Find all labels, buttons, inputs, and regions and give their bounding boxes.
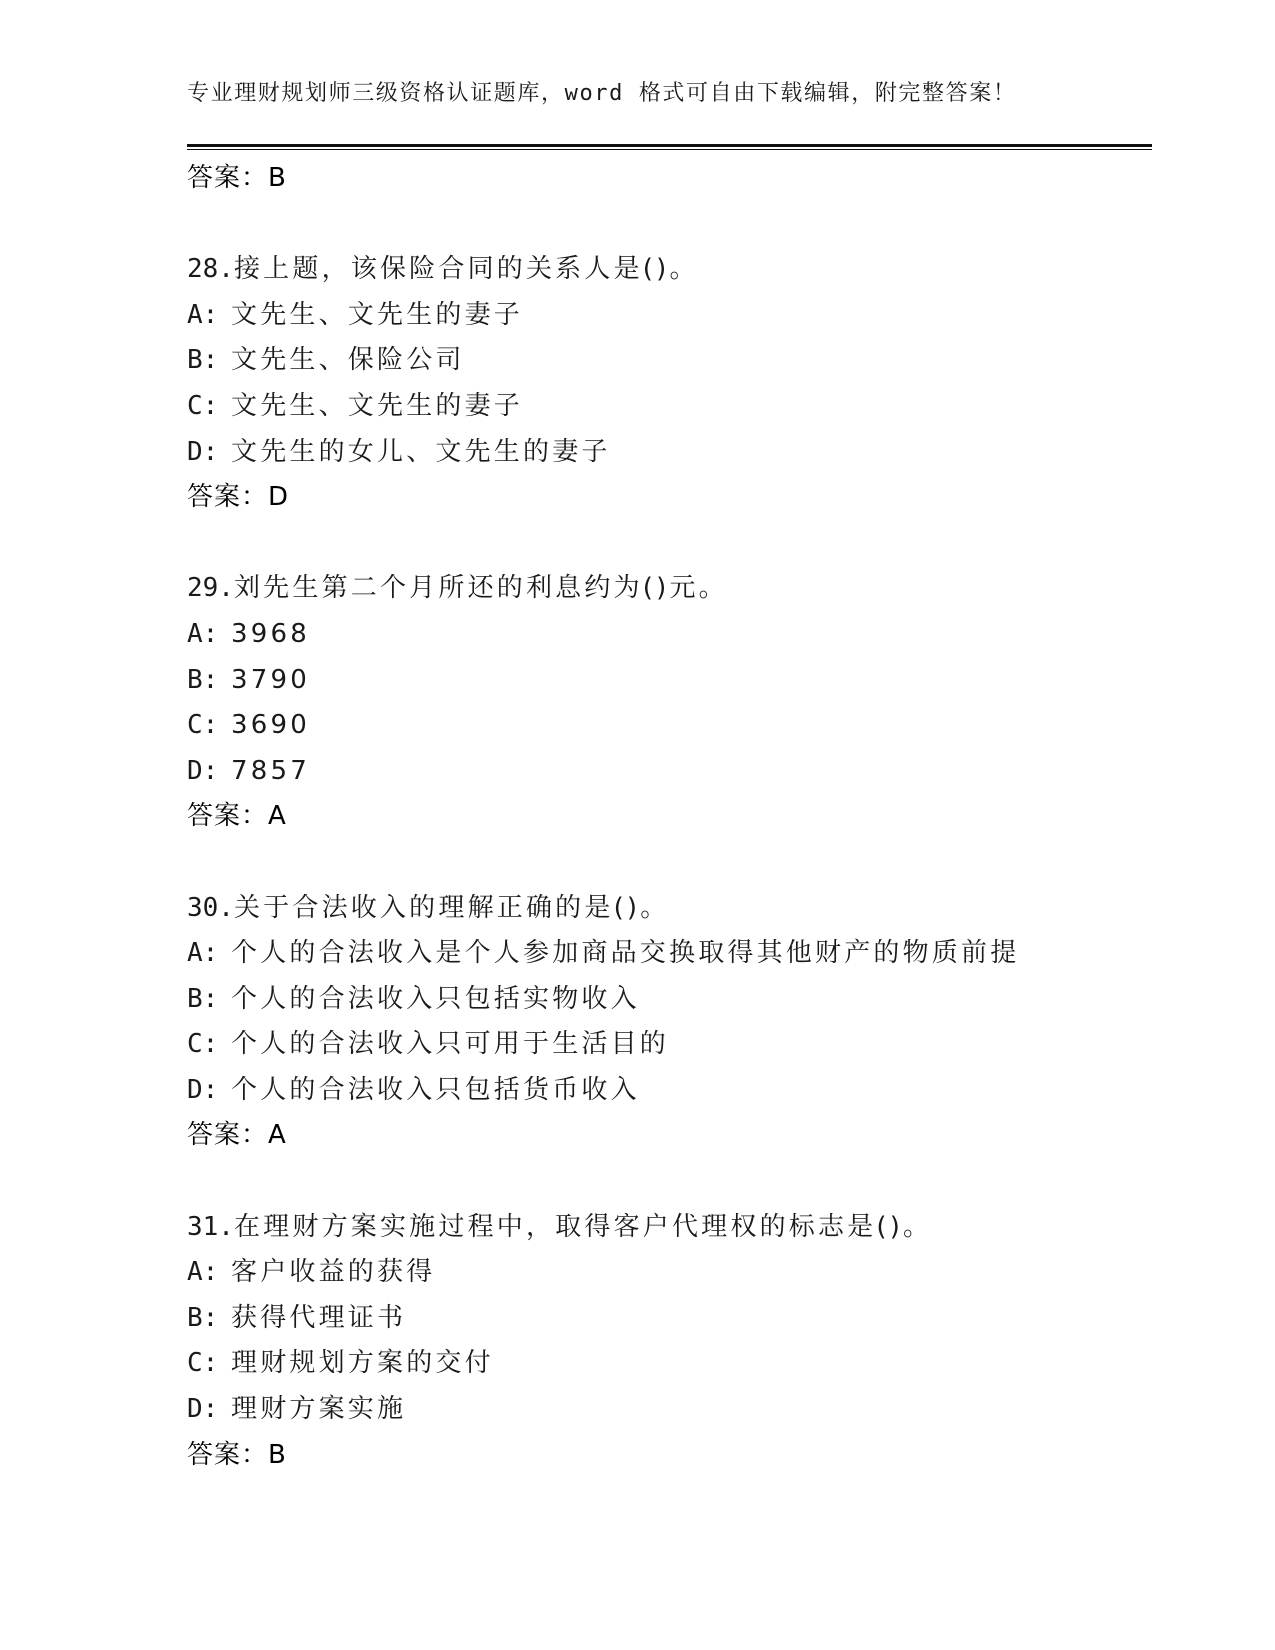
option-key: C: — [187, 390, 219, 421]
question-block — [187, 566, 1152, 840]
question-number: 30. — [187, 892, 234, 923]
page-header: 专业理财规划师三级资格认证题库，word 格式可自由下载编辑，附完整答案！ — [187, 81, 1017, 106]
option-c — [187, 703, 1152, 749]
option-text: 获得代理证书 — [231, 1302, 407, 1333]
option-key: D: — [187, 436, 219, 467]
option-key: A: — [187, 938, 219, 969]
answer-line: 答案：D — [187, 482, 290, 513]
question-number: 28. — [187, 254, 234, 285]
option-key: A: — [187, 299, 219, 330]
option-text: 7857 — [231, 755, 310, 786]
option-text: 理财规划方案的交付 — [231, 1348, 494, 1379]
previous-answer: 答案：B — [187, 163, 287, 193]
option-key: D: — [187, 1074, 219, 1105]
question-stem — [187, 886, 1152, 932]
option-text: 客户收益的获得 — [231, 1257, 436, 1288]
question-text: 关于合法收入的理解正确的是()。 — [233, 892, 670, 923]
question-stem — [187, 566, 1152, 612]
option-key: D: — [187, 755, 219, 786]
option-a — [187, 293, 1152, 339]
option-text: 理财方案实施 — [231, 1394, 407, 1425]
option-b — [187, 977, 1152, 1023]
question-stem — [187, 247, 1152, 293]
option-text: 3690 — [231, 710, 310, 741]
option-c — [187, 384, 1152, 430]
answer-line: 答案：B — [187, 1439, 287, 1470]
answer-line: 答案：A — [187, 1120, 287, 1151]
option-d — [187, 1387, 1152, 1433]
header-rule-thin — [187, 149, 1152, 150]
option-d — [187, 430, 1152, 476]
option-key: C: — [187, 710, 219, 741]
option-text: 文先生、文先生的妻子 — [231, 390, 524, 421]
option-b — [187, 1296, 1152, 1342]
header-rule-thick — [187, 144, 1152, 147]
option-key: C: — [187, 1029, 219, 1060]
question-text: 刘先生第二个月所还的利息约为()元。 — [233, 573, 728, 604]
option-c — [187, 1022, 1152, 1068]
option-key: C: — [187, 1348, 219, 1379]
option-key: B: — [187, 345, 219, 376]
option-key: B: — [187, 983, 219, 1014]
question-block — [187, 886, 1152, 1160]
option-a — [187, 1250, 1152, 1296]
question-block — [187, 247, 1152, 521]
option-key: B: — [187, 664, 219, 695]
question-number: 29. — [187, 573, 234, 604]
question-list — [187, 156, 1152, 1478]
option-text: 文先生、保险公司 — [231, 345, 465, 376]
option-text: 个人的合法收入只包括货币收入 — [231, 1074, 640, 1105]
question-text: 接上题，该保险合同的关系人是()。 — [233, 254, 699, 285]
option-text: 个人的合法收入只包括实物收入 — [231, 983, 640, 1014]
option-text: 3790 — [231, 664, 310, 695]
option-text: 文先生、文先生的妻子 — [231, 299, 524, 330]
question-block — [187, 1205, 1152, 1479]
option-b — [187, 658, 1152, 704]
option-a — [187, 931, 1152, 977]
option-key: B: — [187, 1302, 219, 1333]
option-text: 个人的合法收入是个人参加商品交换取得其他财产的物质前提 — [231, 938, 1020, 969]
question-text: 在理财方案实施过程中，取得客户代理权的标志是()。 — [233, 1211, 933, 1242]
question-stem — [187, 1205, 1152, 1251]
option-c — [187, 1341, 1152, 1387]
option-key: A: — [187, 618, 219, 649]
question-number: 31. — [187, 1211, 234, 1242]
option-key: D: — [187, 1394, 219, 1425]
option-key: A: — [187, 1257, 219, 1288]
option-text: 个人的合法收入只可用于生活目的 — [231, 1029, 670, 1060]
answer-line: 答案：A — [187, 801, 287, 832]
option-a — [187, 612, 1152, 658]
option-text: 文先生的女儿、文先生的妻子 — [231, 436, 611, 467]
option-d — [187, 749, 1152, 795]
option-d — [187, 1068, 1152, 1114]
option-b — [187, 338, 1152, 384]
option-text: 3968 — [231, 618, 310, 649]
